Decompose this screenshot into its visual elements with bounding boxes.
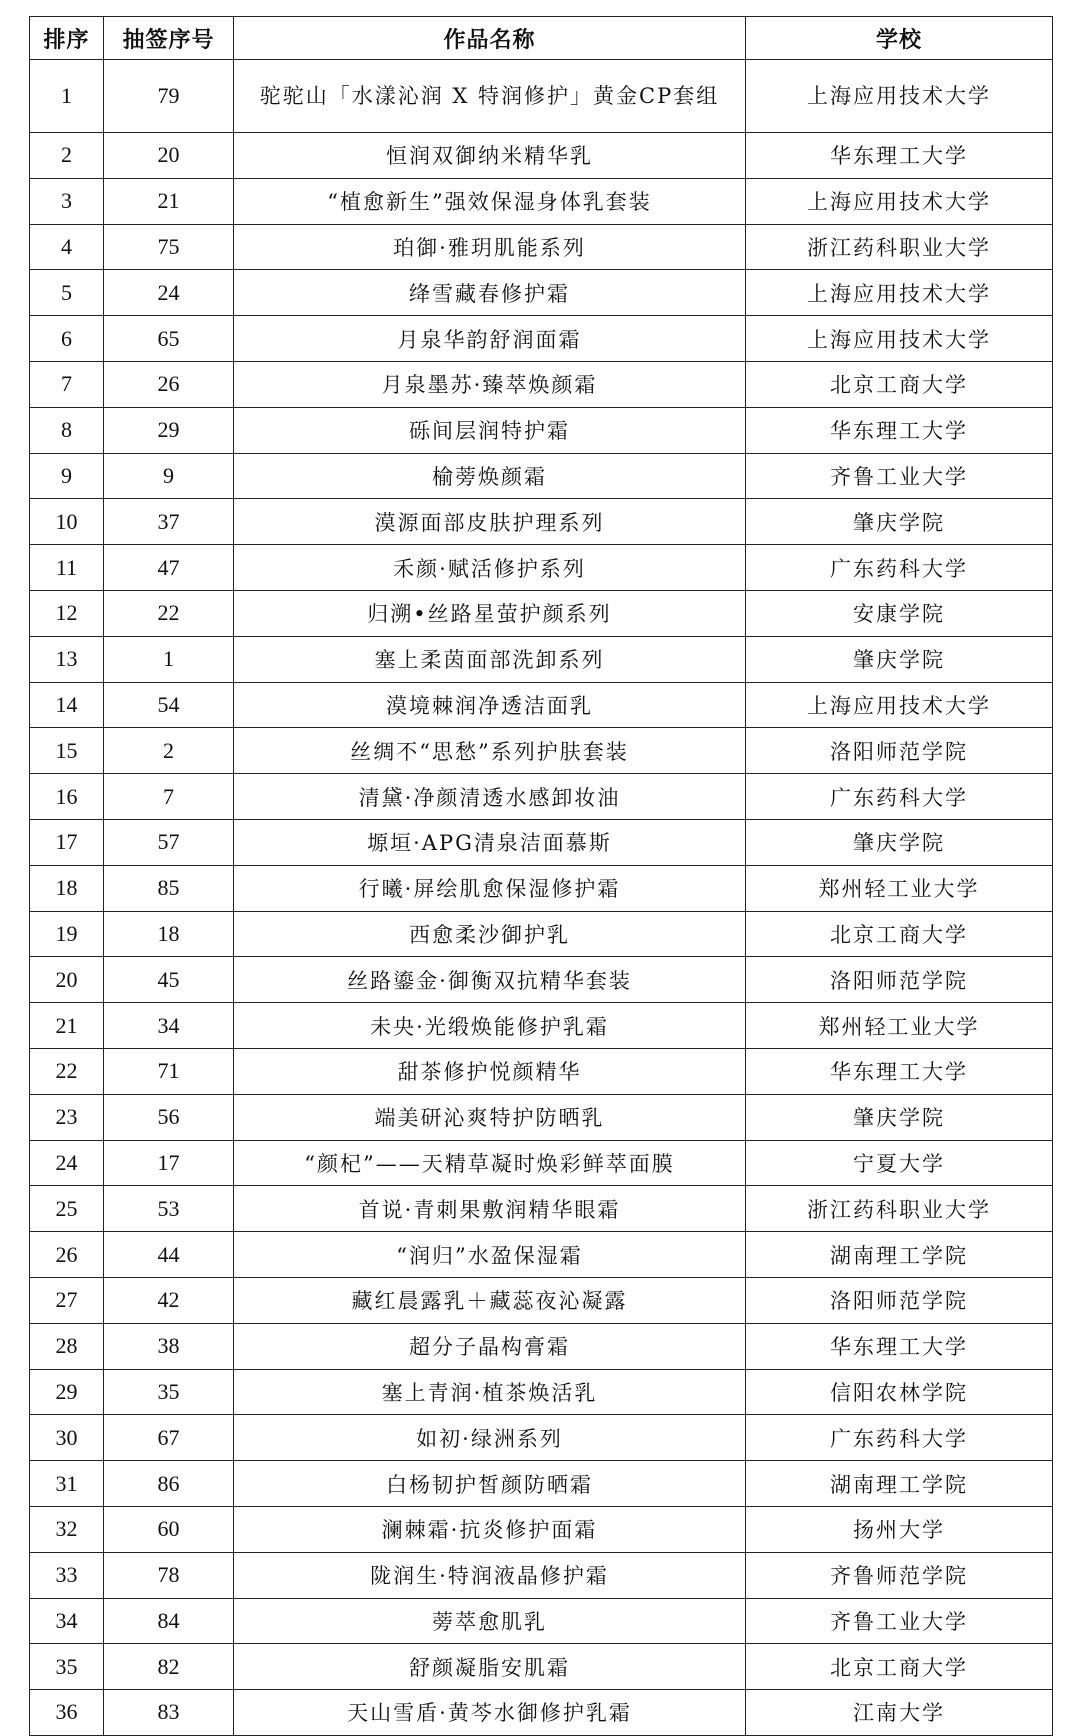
school-cell: 华东理工大学 <box>746 407 1053 453</box>
table-row <box>30 224 1053 270</box>
draw-number-cell: 82 <box>104 1644 234 1690</box>
table-row <box>30 499 1053 545</box>
header-work-name: 作品名称 <box>234 17 746 60</box>
rank-cell: 5 <box>30 270 104 316</box>
school-cell: 上海应用技术大学 <box>746 178 1053 224</box>
draw-number-cell: 20 <box>104 133 234 179</box>
table-header-row <box>30 17 1053 60</box>
work-name-cell: 驼驼山「水漾沁润 X 特润修护」黄金CP套组 <box>234 60 746 133</box>
table-row <box>30 1186 1053 1232</box>
rank-cell: 27 <box>30 1277 104 1323</box>
results-table <box>29 16 1053 1736</box>
draw-number-cell: 84 <box>104 1598 234 1644</box>
table-row <box>30 865 1053 911</box>
rank-cell: 3 <box>30 178 104 224</box>
draw-number-cell: 75 <box>104 224 234 270</box>
table-row <box>30 590 1053 636</box>
draw-number-cell: 35 <box>104 1369 234 1415</box>
rank-cell: 30 <box>30 1415 104 1461</box>
rank-cell: 11 <box>30 545 104 591</box>
school-cell: 郑州轻工业大学 <box>746 865 1053 911</box>
rank-cell: 10 <box>30 499 104 545</box>
table-row <box>30 682 1053 728</box>
rank-cell: 33 <box>30 1552 104 1598</box>
school-cell: 广东药科大学 <box>746 1415 1053 1461</box>
rank-cell: 36 <box>30 1690 104 1736</box>
table-row <box>30 1232 1053 1278</box>
school-cell: 华东理工大学 <box>746 1323 1053 1369</box>
draw-number-cell: 38 <box>104 1323 234 1369</box>
school-cell: 浙江药科职业大学 <box>746 1186 1053 1232</box>
draw-number-cell: 71 <box>104 1048 234 1094</box>
rank-cell: 19 <box>30 911 104 957</box>
rank-cell: 4 <box>30 224 104 270</box>
work-name-cell: 塞上柔茵面部洗卸系列 <box>234 636 746 682</box>
school-cell: 洛阳师范学院 <box>746 728 1053 774</box>
school-cell: 湖南理工学院 <box>746 1232 1053 1278</box>
rank-cell: 21 <box>30 1003 104 1049</box>
school-cell: 浙江药科职业大学 <box>746 224 1053 270</box>
work-name-cell: 塬垣·APG清泉洁面慕斯 <box>234 819 746 865</box>
rank-cell: 35 <box>30 1644 104 1690</box>
table-row <box>30 1369 1053 1415</box>
rank-cell: 22 <box>30 1048 104 1094</box>
draw-number-cell: 83 <box>104 1690 234 1736</box>
work-name-cell: “润归”水盈保湿霜 <box>234 1232 746 1278</box>
school-cell: 北京工商大学 <box>746 361 1053 407</box>
rank-cell: 28 <box>30 1323 104 1369</box>
table-row <box>30 1140 1053 1186</box>
table-body <box>30 60 1053 1736</box>
work-name-cell: 榆蒡焕颜霜 <box>234 453 746 499</box>
school-cell: 广东药科大学 <box>746 545 1053 591</box>
table-row <box>30 1277 1053 1323</box>
draw-number-cell: 18 <box>104 911 234 957</box>
rank-cell: 13 <box>30 636 104 682</box>
rank-cell: 9 <box>30 453 104 499</box>
table-row <box>30 1461 1053 1507</box>
rank-cell: 1 <box>30 60 104 133</box>
work-name-cell: 绛雪藏春修护霜 <box>234 270 746 316</box>
header-school: 学校 <box>746 17 1053 60</box>
work-name-cell: 月泉华韵舒润面霜 <box>234 316 746 362</box>
school-cell: 洛阳师范学院 <box>746 957 1053 1003</box>
draw-number-cell: 65 <box>104 316 234 362</box>
work-name-cell: 西愈柔沙御护乳 <box>234 911 746 957</box>
draw-number-cell: 29 <box>104 407 234 453</box>
draw-number-cell: 22 <box>104 590 234 636</box>
rank-cell: 34 <box>30 1598 104 1644</box>
school-cell: 洛阳师范学院 <box>746 1277 1053 1323</box>
rank-cell: 24 <box>30 1140 104 1186</box>
table-row <box>30 1048 1053 1094</box>
table-row <box>30 819 1053 865</box>
school-cell: 北京工商大学 <box>746 911 1053 957</box>
work-name-cell: 端美研沁爽特护防晒乳 <box>234 1094 746 1140</box>
draw-number-cell: 56 <box>104 1094 234 1140</box>
draw-number-cell: 9 <box>104 453 234 499</box>
school-cell: 上海应用技术大学 <box>746 60 1053 133</box>
work-name-cell: 蒡萃愈肌乳 <box>234 1598 746 1644</box>
table-row <box>30 1598 1053 1644</box>
table-row <box>30 1690 1053 1736</box>
draw-number-cell: 26 <box>104 361 234 407</box>
work-name-cell: 清黛·净颜清透水感卸妆油 <box>234 774 746 820</box>
work-name-cell: 丝绸不“思愁”系列护肤套装 <box>234 728 746 774</box>
work-name-cell: 行曦·屏绘肌愈保湿修护霜 <box>234 865 746 911</box>
rank-cell: 26 <box>30 1232 104 1278</box>
work-name-cell: 禾颜·赋活修护系列 <box>234 545 746 591</box>
school-cell: 宁夏大学 <box>746 1140 1053 1186</box>
table-row <box>30 361 1053 407</box>
draw-number-cell: 37 <box>104 499 234 545</box>
rank-cell: 18 <box>30 865 104 911</box>
table-row <box>30 178 1053 224</box>
rank-cell: 6 <box>30 316 104 362</box>
rank-cell: 31 <box>30 1461 104 1507</box>
draw-number-cell: 42 <box>104 1277 234 1323</box>
table-row <box>30 453 1053 499</box>
header-draw-number: 抽签序号 <box>104 17 234 60</box>
school-cell: 齐鲁工业大学 <box>746 453 1053 499</box>
work-name-cell: 塞上青润·植茶焕活乳 <box>234 1369 746 1415</box>
results-table-container <box>29 16 1052 1736</box>
rank-cell: 25 <box>30 1186 104 1232</box>
work-name-cell: 澜棘霜·抗炎修护面霜 <box>234 1506 746 1552</box>
table-row <box>30 957 1053 1003</box>
work-name-cell: 归溯•丝路星萤护颜系列 <box>234 590 746 636</box>
work-name-cell: 漠源面部皮肤护理系列 <box>234 499 746 545</box>
rank-cell: 14 <box>30 682 104 728</box>
table-row <box>30 316 1053 362</box>
school-cell: 齐鲁师范学院 <box>746 1552 1053 1598</box>
school-cell: 肇庆学院 <box>746 819 1053 865</box>
school-cell: 肇庆学院 <box>746 1094 1053 1140</box>
draw-number-cell: 53 <box>104 1186 234 1232</box>
school-cell: 上海应用技术大学 <box>746 270 1053 316</box>
table-row <box>30 1094 1053 1140</box>
school-cell: 郑州轻工业大学 <box>746 1003 1053 1049</box>
rank-cell: 16 <box>30 774 104 820</box>
work-name-cell: 砾间层润特护霜 <box>234 407 746 453</box>
work-name-cell: 珀御·雅玥肌能系列 <box>234 224 746 270</box>
table-row <box>30 1415 1053 1461</box>
work-name-cell: 恒润双御纳米精华乳 <box>234 133 746 179</box>
school-cell: 北京工商大学 <box>746 1644 1053 1690</box>
work-name-cell: 舒颜凝脂安肌霜 <box>234 1644 746 1690</box>
draw-number-cell: 60 <box>104 1506 234 1552</box>
school-cell: 安康学院 <box>746 590 1053 636</box>
work-name-cell: “颜杞”——天精草凝时焕彩鲜萃面膜 <box>234 1140 746 1186</box>
draw-number-cell: 86 <box>104 1461 234 1507</box>
table-row <box>30 1506 1053 1552</box>
table-row <box>30 1323 1053 1369</box>
work-name-cell: “植愈新生”强效保湿身体乳套装 <box>234 178 746 224</box>
table-row <box>30 636 1053 682</box>
rank-cell: 20 <box>30 957 104 1003</box>
school-cell: 华东理工大学 <box>746 133 1053 179</box>
header-rank: 排序 <box>30 17 104 60</box>
draw-number-cell: 54 <box>104 682 234 728</box>
school-cell: 上海应用技术大学 <box>746 316 1053 362</box>
table-row <box>30 1003 1053 1049</box>
draw-number-cell: 85 <box>104 865 234 911</box>
rank-cell: 15 <box>30 728 104 774</box>
rank-cell: 17 <box>30 819 104 865</box>
rank-cell: 2 <box>30 133 104 179</box>
draw-number-cell: 67 <box>104 1415 234 1461</box>
rank-cell: 32 <box>30 1506 104 1552</box>
table-row <box>30 270 1053 316</box>
work-name-cell: 甜茶修护悦颜精华 <box>234 1048 746 1094</box>
rank-cell: 23 <box>30 1094 104 1140</box>
work-name-cell: 漠境棘润净透洁面乳 <box>234 682 746 728</box>
work-name-cell: 首说·青刺果敷润精华眼霜 <box>234 1186 746 1232</box>
work-name-cell: 超分子晶构膏霜 <box>234 1323 746 1369</box>
school-cell: 齐鲁工业大学 <box>746 1598 1053 1644</box>
draw-number-cell: 34 <box>104 1003 234 1049</box>
school-cell: 江南大学 <box>746 1690 1053 1736</box>
table-row <box>30 911 1053 957</box>
table-row <box>30 60 1053 133</box>
school-cell: 肇庆学院 <box>746 499 1053 545</box>
school-cell: 信阳农林学院 <box>746 1369 1053 1415</box>
rank-cell: 29 <box>30 1369 104 1415</box>
school-cell: 湖南理工学院 <box>746 1461 1053 1507</box>
draw-number-cell: 7 <box>104 774 234 820</box>
work-name-cell: 未央·光缎焕能修护乳霜 <box>234 1003 746 1049</box>
draw-number-cell: 57 <box>104 819 234 865</box>
table-row <box>30 1552 1053 1598</box>
draw-number-cell: 45 <box>104 957 234 1003</box>
draw-number-cell: 17 <box>104 1140 234 1186</box>
draw-number-cell: 21 <box>104 178 234 224</box>
table-row <box>30 545 1053 591</box>
draw-number-cell: 44 <box>104 1232 234 1278</box>
draw-number-cell: 24 <box>104 270 234 316</box>
table-row <box>30 728 1053 774</box>
draw-number-cell: 79 <box>104 60 234 133</box>
work-name-cell: 丝路鎏金·御衡双抗精华套装 <box>234 957 746 1003</box>
work-name-cell: 藏红晨露乳＋藏蕊夜沁凝露 <box>234 1277 746 1323</box>
work-name-cell: 月泉墨苏·臻萃焕颜霜 <box>234 361 746 407</box>
rank-cell: 8 <box>30 407 104 453</box>
work-name-cell: 如初·绿洲系列 <box>234 1415 746 1461</box>
table-row <box>30 1644 1053 1690</box>
work-name-cell: 白杨韧护皙颜防晒霜 <box>234 1461 746 1507</box>
school-cell: 广东药科大学 <box>746 774 1053 820</box>
rank-cell: 7 <box>30 361 104 407</box>
work-name-cell: 天山雪盾·黄芩水御修护乳霜 <box>234 1690 746 1736</box>
rank-cell: 12 <box>30 590 104 636</box>
draw-number-cell: 2 <box>104 728 234 774</box>
school-cell: 上海应用技术大学 <box>746 682 1053 728</box>
draw-number-cell: 1 <box>104 636 234 682</box>
work-name-cell: 陇润生·特润液晶修护霜 <box>234 1552 746 1598</box>
school-cell: 扬州大学 <box>746 1506 1053 1552</box>
school-cell: 华东理工大学 <box>746 1048 1053 1094</box>
draw-number-cell: 78 <box>104 1552 234 1598</box>
table-row <box>30 407 1053 453</box>
table-row <box>30 133 1053 179</box>
table-row <box>30 774 1053 820</box>
draw-number-cell: 47 <box>104 545 234 591</box>
school-cell: 肇庆学院 <box>746 636 1053 682</box>
